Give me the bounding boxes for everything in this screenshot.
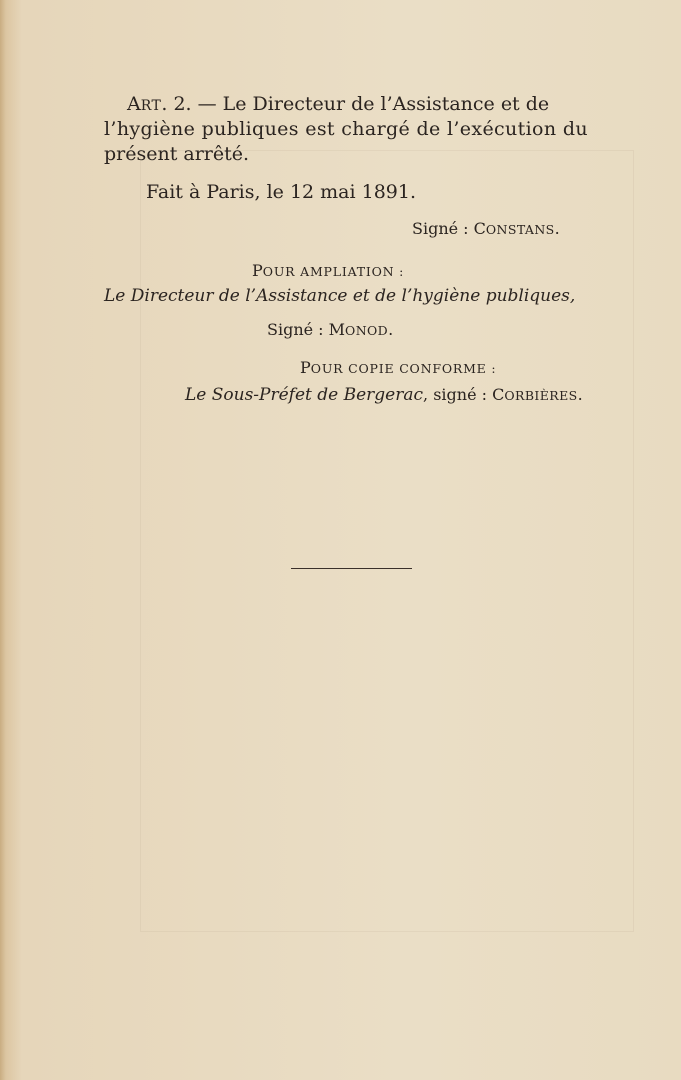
- article-line-1: [127, 92, 549, 118]
- signature-constans: [412, 217, 560, 242]
- subprefect-line: [185, 383, 583, 408]
- signatory-initial: C: [492, 385, 505, 404]
- signatory-initial: C: [473, 219, 486, 238]
- end-rule: [291, 568, 412, 569]
- article-line-3: présent arrêté.: [104, 143, 250, 165]
- ampliation-initial: P: [252, 261, 263, 280]
- signature-period: .: [577, 385, 583, 404]
- signature-period: .: [388, 320, 394, 339]
- signed-prefix: Signé :: [267, 320, 329, 339]
- signatory-name: ONOD: [345, 323, 389, 338]
- copie-initial: P: [300, 358, 311, 377]
- subprefect-title: Le Sous-Préfet de Bergerac: [185, 385, 424, 405]
- signatory-name: ORBIÈRES: [504, 388, 578, 403]
- art-label-rest: RT: [140, 98, 162, 114]
- ampliation-heading: [252, 259, 404, 284]
- signed-prefix: , signé :: [423, 385, 493, 404]
- date-line: Fait à Paris, le 12 mai 1891.: [146, 181, 417, 203]
- director-title: Le Directeur de l’Assistance et de l’hygiène publiques: [104, 286, 570, 306]
- signatory-initial: M: [328, 320, 346, 339]
- article-line-2: l’hygiène publiques est chargé de l’exécution du: [104, 118, 588, 140]
- director-comma: ,: [569, 286, 576, 306]
- art-label-initial: A: [127, 93, 141, 115]
- signatory-name: ONSTANS: [485, 222, 555, 237]
- signature-period: .: [554, 219, 560, 238]
- article-text-1: . 2. — Le Directeur de l’Assistance et de: [161, 93, 550, 115]
- ampliation-rest: OUR AMPLIATION :: [262, 264, 405, 279]
- signed-prefix: Signé :: [412, 219, 474, 238]
- signature-monod: [267, 318, 393, 343]
- copie-rest: OUR COPIE CONFORME :: [310, 361, 497, 376]
- director-line: [104, 284, 575, 308]
- copie-heading: [300, 356, 496, 381]
